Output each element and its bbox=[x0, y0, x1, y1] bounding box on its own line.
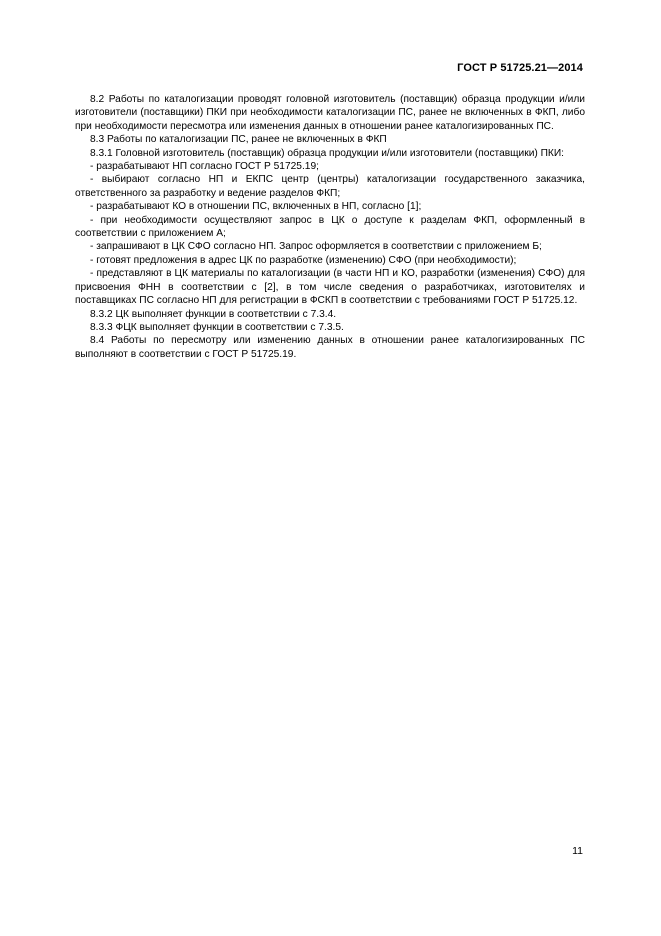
list-item: - готовят предложения в адрес ЦК по разработке (изменению) СФО (при необходимости); bbox=[90, 254, 517, 266]
paragraph-8-2: 8.2 Работы по каталогизации проводят головной изготовитель (поставщик) образца продукции и/или изготовители (поставщики) ПКИ при необходимости каталогизации ПС, ранее не включенных в ФКП, либо при необходимости пересмотра или изменения данных в отношении ранее каталогизированных ПС. bbox=[75, 94, 585, 132]
list-item: - выбирают согласно НП и ЕКПС центр (центры) каталогизации государственного заказчика, ответственного за разработку и ведение разделов ФКП; bbox=[75, 174, 585, 199]
page-number: 11 bbox=[572, 845, 583, 857]
list-item: - представляют в ЦК материалы по каталогизации (в части НП и КО, разработки (изменения) СФО) для присвоения ФНН в соответствии с [2], в том числе сведения о разработчиках, изготовителях и поставщиках ПС согласно НП для регистрации в ФСКП в соответствии с требованиями ГОСТ Р 51725.12. bbox=[75, 268, 585, 307]
paragraph-8-3-2: 8.3.2 ЦК выполняет функции в соответствии с 7.3.4. bbox=[90, 308, 337, 320]
list-item: - запрашивают в ЦК СФО согласно НП. Запрос оформляется в соответствии с приложением Б; bbox=[90, 241, 542, 253]
paragraph-8-3: 8.3 Работы по каталогизации ПС, ранее не включенных в ФКП bbox=[90, 134, 387, 146]
list-item: - разрабатывают НП согласно ГОСТ Р 51725.19; bbox=[90, 161, 319, 173]
document-body bbox=[75, 93, 585, 361]
list-item: - разрабатывают КО в отношении ПС, включенных в НП, согласно [1]; bbox=[90, 201, 422, 213]
paragraph-8-3-1: 8.3.1 Головной изготовитель (поставщик) образца продукции и/или изготовители (поставщики) ПКИ: bbox=[90, 147, 565, 159]
paragraph-8-4: 8.4 Работы по пересмотру или изменению данных в отношении ранее каталогизированных ПС выполняют в соответствии с ГОСТ Р 51725.19. bbox=[75, 335, 585, 360]
list-item: - при необходимости осуществляют запрос в ЦК о доступе к разделам ФКП, оформленный в соответствии с приложением А; bbox=[75, 214, 585, 240]
paragraph-8-3-3: 8.3.3 ФЦК выполняет функции в соответствии с 7.3.5. bbox=[90, 321, 344, 333]
document-header: ГОСТ Р 51725.21—2014 bbox=[457, 62, 583, 74]
